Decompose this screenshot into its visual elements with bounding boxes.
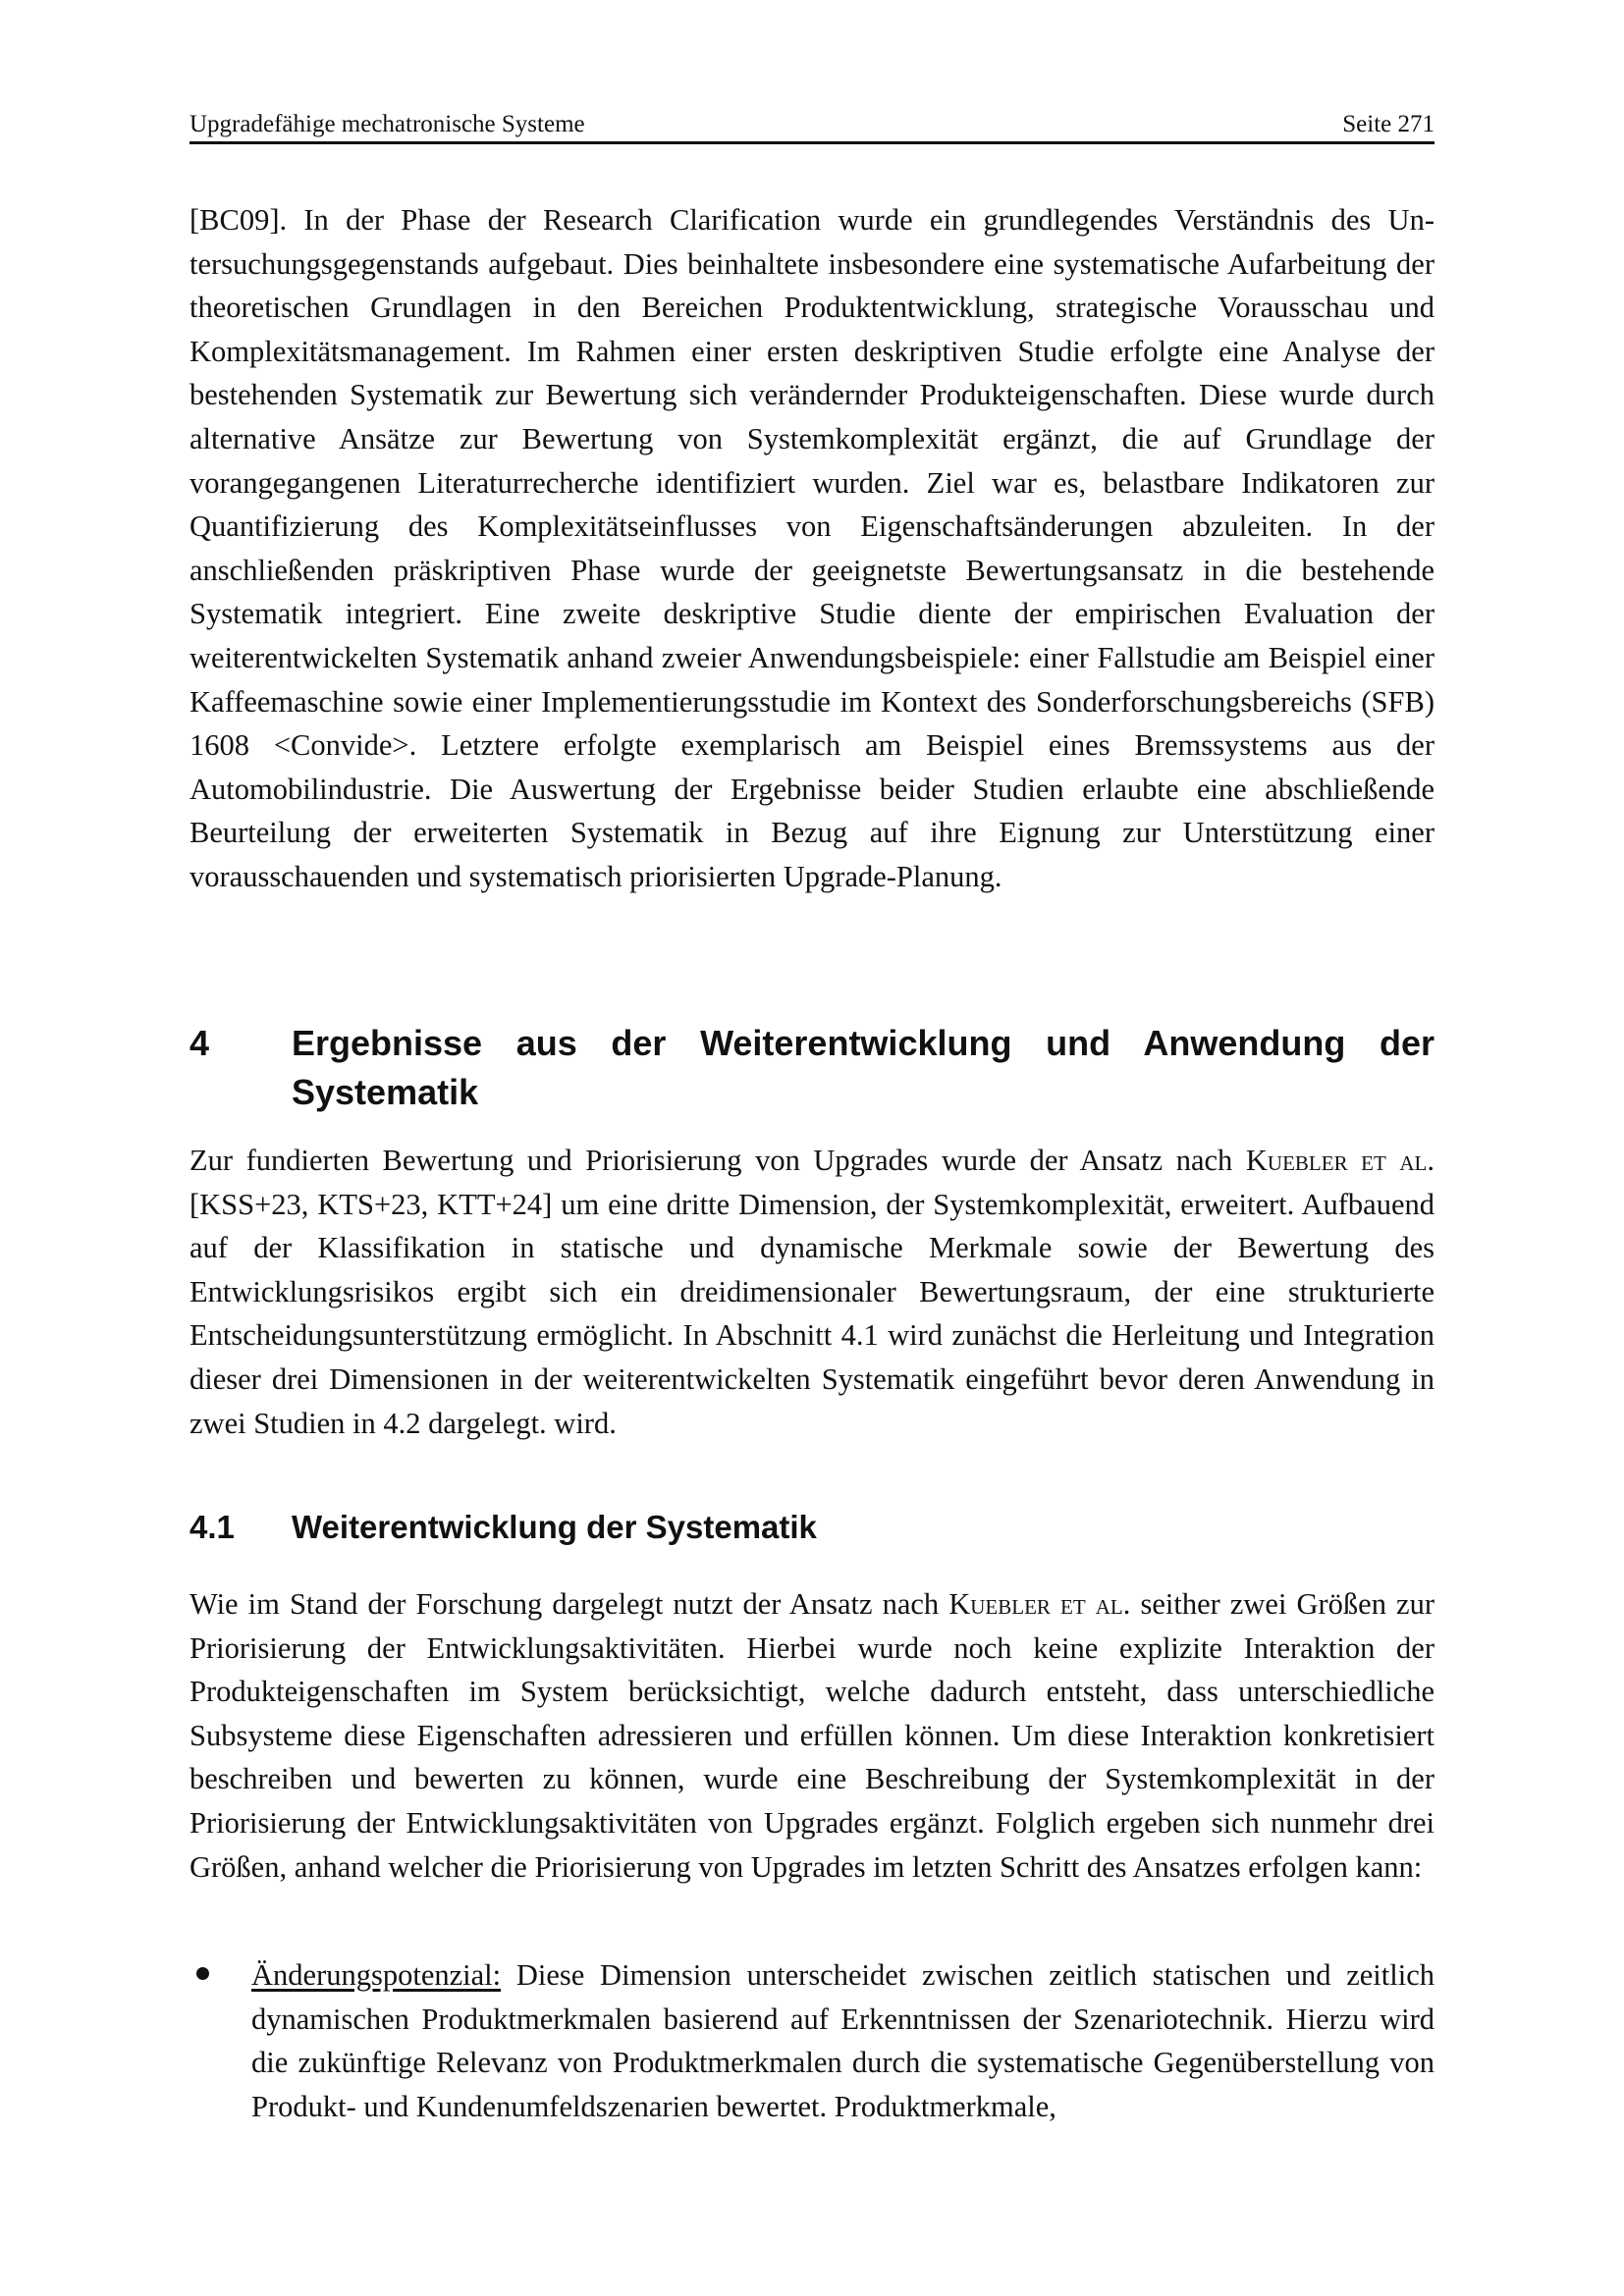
list-item-term: Änderungspotenzial: xyxy=(251,1958,502,1992)
text-run: Wie im Stand der Forschung dargelegt nutzt der Ansatz nach xyxy=(189,1587,949,1621)
running-header xyxy=(189,108,1435,144)
section-4-1-paragraph xyxy=(189,1582,1435,1889)
list-item-description: Diese Dimension unterscheidet zwischen zeitlich statischen und zeitlich dynamischen Produktmerkmalen basierend auf Erkenntnissen der Szenariotechnik. Hierzu wird die zukünftige Relevanz von Produktmerkmalen durch die systematische Gegenüberstellung von Produkt- und Kundenumfeldszenarien bewertet. Produktmerkmale, xyxy=(251,1958,1435,2123)
author-citation: Kuebler et al. xyxy=(948,1587,1131,1621)
text-run: [KSS+23, KTS+23, KTT+24] um eine dritte Dimension, der Systemkomplexität, erweitert. Aufbauend auf der Klassifikation in statische und dynamische Merkmale sowie der Bewertung des Entwicklungsrisikos ergibt sich ein dreidimensionaler Bewertungsraum, der eine strukturierte Entscheidungsunterstützung ermöglicht. In Abschnitt 4.1 wird zunächst die Herleitung und Integration dieser drei Dimensionen in der weiterentwickelten Systematik eingeführt bevor deren Anwendung in zwei Studien in 4.2 dargelegt. wird. xyxy=(189,1187,1435,1440)
intro-paragraph-block xyxy=(189,198,1435,899)
intro-paragraph: [BC09]. In der Phase der Research Clarification wurde ein grundlegendes Verständnis des Untersuchungsgegenstands aufgebaut. Dies beinhaltete insbesondere eine systematische Aufarbeitung der theoretischen Grundlagen in den Bereichen Produktentwicklung, strategische Vorausschau und Komplexitätsmanagement. Im Rahmen einer ersten deskriptiven Studie erfolgte eine Analyse der bestehenden Systematik zur Bewertung sich verändernder Produkteigenschaften. Diese wurde durch alternative Ansätze zur Bewertung von Systemkomplexität ergänzt, die auf Grundlage der vorangegangenen Literaturrecherche identifiziert wurden. Ziel war es, belastbare Indikatoren zur Quantifizierung des Komplexitätseinflusses von Eigenschaftsänderungen abzuleiten. In der anschließenden präskriptiven Phase wurde der geeignetste Bewertungsansatz in die bestehende Systematik integriert. Eine zweite deskriptive Studie diente der empirischen Evaluation der weiterentwickelten Systematik anhand zweier Anwendungsbeispiele: einer Fallstudie am Beispiel einer Kaffeemaschine sowie einer Implementierungsstudie im Kontext des Sonderforschungsbereichs (SFB) 1608 <Convide>. Letztere erfolgte exemplarisch am Beispiel eines Bremssystems aus der Automobilindustrie. Die Auswertung der Ergebnisse beider Studien erlaubte eine abschließende Beurteilung der erweiterten Systematik in Bezug auf ihre Eignung zur Unterstützung einer vorausschauenden und systematisch priorisierten Upgrade-Planung. xyxy=(189,203,1435,893)
text-run: seither zwei Größen zur Priorisierung der Entwicklungsaktivitäten. Hierbei wurde noch keine explizite Interaktion der Produkteigenschaften im System berücksichtigt, welche dadurch entsteht, dass unterschiedliche Subsysteme diese Eigenschaften adressieren und erfüllen können. Um diese Interaktion konkretisiert beschreiben und bewerten zu können, wurde eine Beschreibung der Systemkomplexität in der Priorisierung der Entwicklungsaktivitäten von Upgrades ergänzt. Folglich ergeben sich nunmehr drei Größen, anhand welcher die Priorisierung von Upgrades im letzten Schritt des Ansatzes erfolgen kann: xyxy=(189,1587,1435,1884)
dimension-list xyxy=(189,1953,1435,2128)
text-run: Zur fundierten Bewertung und Priorisierung von Upgrades wurde der Ansatz nach xyxy=(189,1144,1246,1177)
running-title: Upgradefähige mechatronische Systeme xyxy=(189,111,585,137)
section-title: Ergebnisse aus der Weiterentwicklung und Anwendung der Systematik xyxy=(292,1023,1435,1112)
bullet-icon xyxy=(196,1967,209,1980)
subsection-number: 4.1 xyxy=(189,1509,235,1545)
section-4-paragraph xyxy=(189,1139,1435,1445)
subsection-title: Weiterentwicklung der Systematik xyxy=(292,1509,817,1545)
section-4-1-body xyxy=(189,1582,1435,1889)
section-4-body xyxy=(189,1139,1435,1445)
author-citation: Kuebler et al. xyxy=(1245,1144,1435,1177)
list-item xyxy=(189,1953,1435,2128)
page-number: Seite 271 xyxy=(1342,111,1435,137)
list-item-text xyxy=(251,1953,1435,2128)
section-number: 4 xyxy=(189,1023,210,1063)
